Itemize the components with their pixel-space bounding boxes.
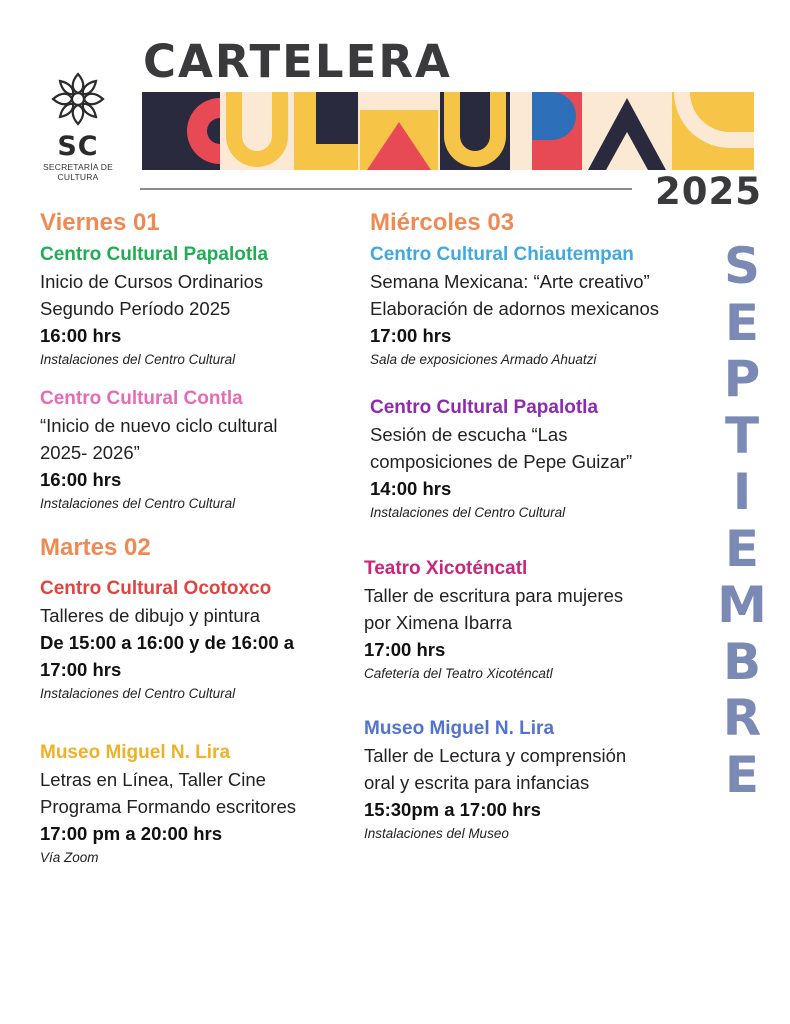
month-letter: E bbox=[724, 745, 760, 804]
month-letter: P bbox=[723, 350, 761, 408]
banner-letter-l2 bbox=[672, 92, 754, 170]
event-description: Sesión de escucha “Las bbox=[370, 424, 568, 445]
event-description: Talleres de dibujo y pintura bbox=[40, 605, 261, 626]
event-block bbox=[364, 716, 626, 845]
event-description: Inicio de Cursos Ordinarios bbox=[40, 271, 264, 292]
day-heading: Miércoles 03 bbox=[370, 209, 515, 236]
event-time: 14:00 hrs bbox=[370, 478, 452, 499]
event-block bbox=[370, 242, 659, 371]
event-block bbox=[40, 576, 294, 705]
event-block bbox=[370, 395, 632, 524]
day-heading: Martes 02 bbox=[40, 534, 151, 561]
header-divider bbox=[140, 188, 632, 190]
banner-letter-c bbox=[142, 92, 220, 170]
event-description: 2025- 2026” bbox=[40, 442, 140, 463]
event-place: Sala de exposiciones Armado Ahuatzi bbox=[370, 352, 597, 367]
event-time: 17:00 hrs bbox=[370, 325, 452, 346]
secretaria-cultura-logo bbox=[38, 70, 118, 182]
month-letter: I bbox=[732, 463, 752, 521]
month-letter: M bbox=[717, 576, 767, 634]
event-description: Segundo Período 2025 bbox=[40, 298, 231, 319]
event-time: 17:00 hrs bbox=[364, 639, 446, 660]
banner-letter-u2 bbox=[440, 92, 510, 170]
event-description: Letras en Línea, Taller Cine bbox=[40, 769, 266, 790]
event-place: Vía Zoom bbox=[40, 850, 99, 865]
event-description: Taller de escritura para mujeres bbox=[364, 585, 624, 606]
month-letter: T bbox=[724, 406, 760, 465]
event-venue: Centro Cultural Papalotla bbox=[370, 397, 599, 418]
banner-letter-u bbox=[222, 92, 292, 170]
event-block bbox=[364, 556, 623, 685]
event-block bbox=[40, 386, 278, 515]
event-block bbox=[40, 242, 268, 371]
banner-letter-t bbox=[360, 92, 438, 170]
event-time: 16:00 hrs bbox=[40, 325, 122, 346]
event-venue: Centro Cultural Ocotoxco bbox=[40, 578, 272, 599]
day-heading: Viernes 01 bbox=[40, 209, 160, 236]
month-vertical bbox=[712, 238, 772, 803]
page-title: CARTELERA bbox=[143, 35, 452, 88]
event-description: por Ximena Ibarra bbox=[364, 612, 513, 633]
event-description: Programa Formando escritores bbox=[40, 796, 297, 817]
event-description: Elaboración de adornos mexicanos bbox=[370, 298, 659, 319]
event-venue: Teatro Xicoténcatl bbox=[364, 558, 528, 579]
month-letter: S bbox=[723, 237, 760, 295]
event-time: 17:00 pm a 20:00 hrs bbox=[40, 823, 223, 844]
logo-name-line1: SECRETARÍA DE bbox=[43, 162, 113, 172]
event-venue: Museo Miguel N. Lira bbox=[40, 742, 231, 763]
event-description: composiciones de Pepe Guizar” bbox=[370, 451, 633, 472]
event-place: Instalaciones del Centro Cultural bbox=[370, 505, 566, 520]
month-letter: R bbox=[722, 689, 762, 747]
event-description: Semana Mexicana: “Arte creativo” bbox=[370, 271, 650, 292]
event-venue: Centro Cultural Contla bbox=[40, 388, 243, 409]
event-description: Taller de Lectura y comprensión bbox=[364, 745, 627, 766]
event-time: 17:00 hrs bbox=[40, 659, 122, 680]
event-description: oral y escrita para infancias bbox=[364, 772, 590, 793]
month-letter: E bbox=[724, 519, 760, 578]
event-venue: Centro Cultural Chiautempan bbox=[370, 244, 634, 265]
banner-letter-l bbox=[294, 92, 358, 170]
logo-name-line2: CULTURA bbox=[57, 172, 99, 182]
event-place: Instalaciones del Centro Cultural bbox=[40, 496, 236, 511]
month-letter: E bbox=[724, 293, 760, 352]
event-place: Instalaciones del Centro Cultural bbox=[40, 686, 236, 701]
banner-letter-a bbox=[584, 92, 670, 170]
event-time: 16:00 hrs bbox=[40, 469, 122, 490]
year-label: 2025 bbox=[655, 170, 762, 213]
cultural-banner bbox=[142, 92, 754, 170]
flower-icon bbox=[49, 70, 107, 128]
event-block bbox=[40, 740, 296, 869]
event-place: Instalaciones del Museo bbox=[364, 826, 509, 841]
event-place: Cafetería del Teatro Xicoténcatl bbox=[364, 666, 553, 681]
event-place: Instalaciones del Centro Cultural bbox=[40, 352, 236, 367]
event-time: 15:30pm a 17:00 hrs bbox=[364, 799, 541, 820]
event-venue: Centro Cultural Papalotla bbox=[40, 244, 269, 265]
event-time: De 15:00 a 16:00 y de 16:00 a bbox=[40, 632, 295, 653]
event-venue: Museo Miguel N. Lira bbox=[364, 718, 555, 739]
banner-letter-r bbox=[512, 92, 582, 170]
logo-abbr: SC bbox=[57, 131, 99, 162]
event-description: “Inicio de nuevo ciclo cultural bbox=[40, 415, 278, 436]
month-letter: B bbox=[722, 632, 762, 691]
